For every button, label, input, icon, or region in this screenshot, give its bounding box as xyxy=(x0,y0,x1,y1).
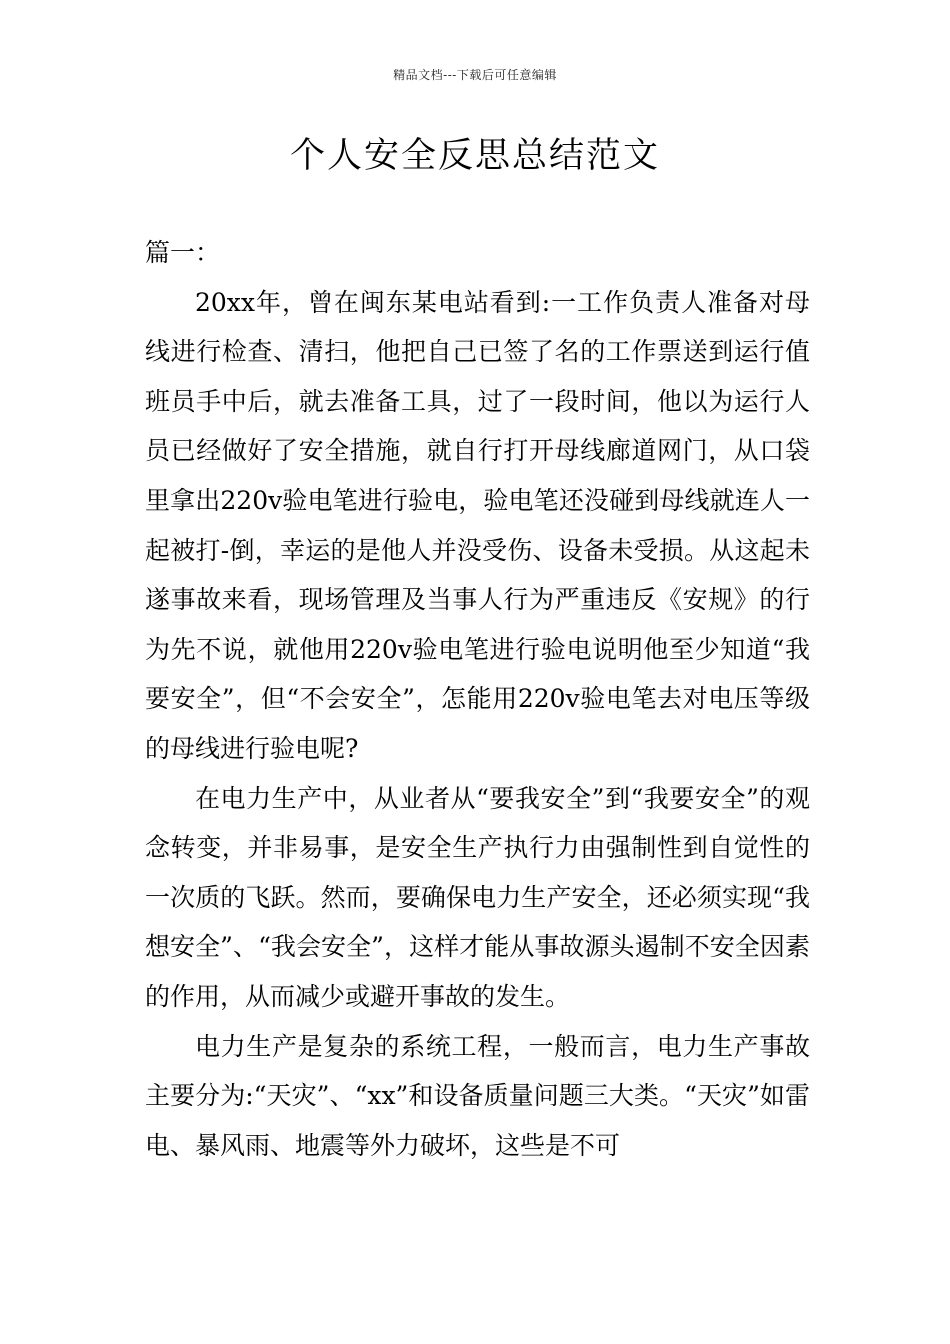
document-body xyxy=(145,228,810,1170)
document-title: 个人安全反思总结范文 xyxy=(289,136,660,176)
paragraph-1: 20xx年，曾在闽东某电站看到:一工作负责人准备对母线进行检查、清扫，他把自己已签了名的工作票送到运行值班员手中后，就去准备工具，过了一段时间，他以为运行人员已经做好了安全措施，就自行打开母线廊道网门，从口袋里拿出220v验电笔进行验电，验电笔还没碰到母线就连人一起被打-倒，幸运的是他人并没受伤、设备未受损。从这起未遂事故来看，现场管理及当事人行为严重违反《安规》的行为先不说，就他用220v验电笔进行验电说明他至少知道“我要安全”，但“不会安全”，怎能用220v验电笔去对电压等级的母线进行验电呢? xyxy=(145,287,810,763)
section-label: 篇一： xyxy=(145,238,221,267)
paragraph-2: 在电力生产中，从业者从“要我安全”到“我要安全”的观念转变，并非易事，是安全生产执行力由强制性到自觉性的一次质的飞跃。然而，要确保电力生产安全，还必须实现“我想安全”、“我会安全”，这样才能从事故源头遏制不安全因素的作用，从而减少或避开事故的发生。 xyxy=(145,783,810,1011)
paragraph-3: 电力生产是复杂的系统工程，一般而言，电力生产事故主要分为:“天灾”、“xx”和设备质量问题三大类。“天灾”如雷电、暴风雨、地震等外力破坏，这些是不可 xyxy=(145,1031,810,1160)
header-note: 精品文档---下载后可任意编辑 xyxy=(393,68,557,82)
